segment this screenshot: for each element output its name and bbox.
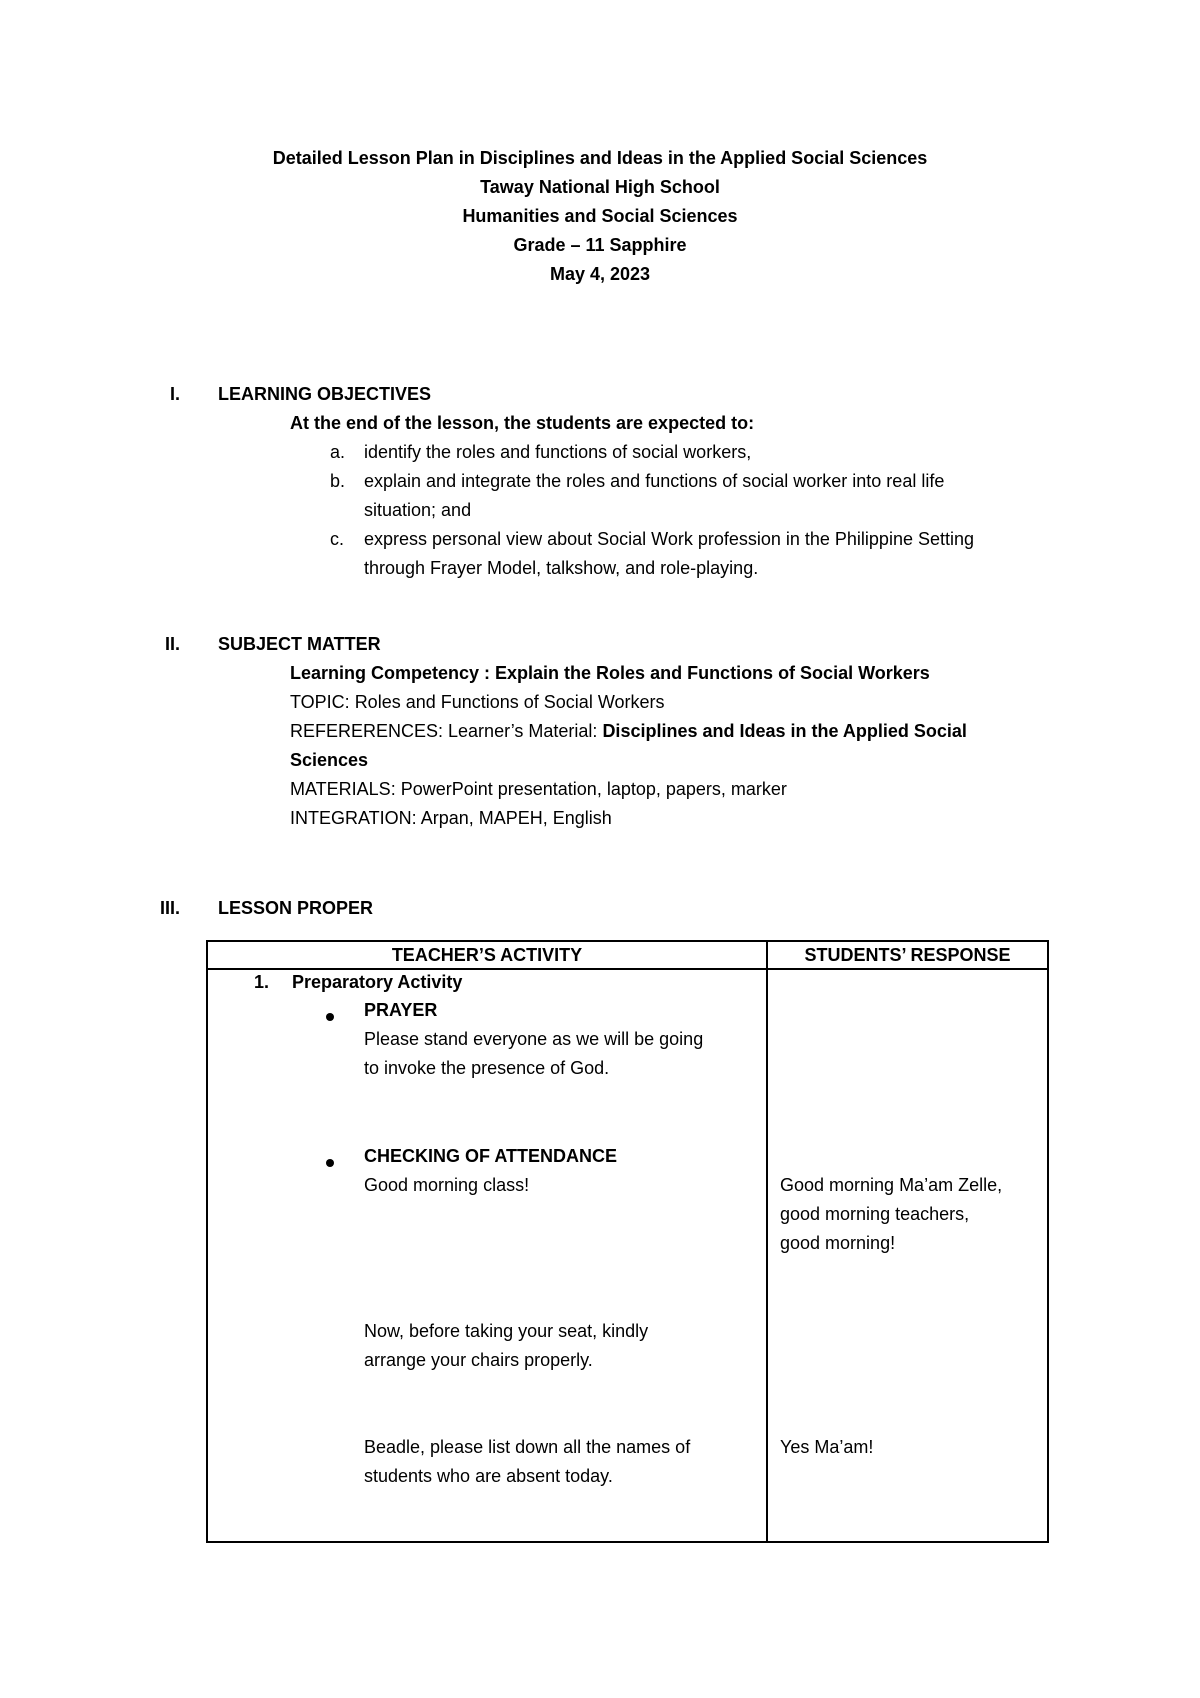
- objective-text: explain and integrate the roles and functions of social worker into real life: [364, 471, 945, 491]
- objective-text: identify the roles and functions of social workers,: [364, 442, 752, 462]
- school-name: Taway National High School: [480, 177, 720, 197]
- document-title: Detailed Lesson Plan in Disciplines and Ideas in the Applied Social Sciences: [272, 148, 928, 168]
- bullet-icon: [326, 1005, 334, 1026]
- objective-text-cont: situation; and: [364, 500, 472, 520]
- objectives-intro: At the end of the lesson, the students are expected to:: [290, 413, 755, 433]
- materials-line: [290, 779, 787, 800]
- integration-label: INTEGRATION:: [290, 808, 421, 828]
- references-value-cont: Sciences: [290, 750, 369, 770]
- topic-value: Roles and Functions of Social Workers: [354, 692, 665, 712]
- references-line: [290, 721, 967, 742]
- strand-name: Humanities and Social Sciences: [462, 206, 738, 226]
- section-numeral: III.: [160, 898, 181, 918]
- table-row: [207, 969, 1048, 1542]
- references-label: REFERERENCES: Learner’s Material:: [290, 721, 603, 741]
- topic-label: TOPIC:: [290, 692, 355, 712]
- section-heading: LESSON PROPER: [218, 898, 374, 918]
- beadle-instruction: Beadle, please list down all the names of: [364, 1437, 691, 1457]
- section-heading: LEARNING OBJECTIVES: [218, 384, 432, 404]
- attendance-greeting: Good morning class!: [364, 1175, 530, 1195]
- materials-value: PowerPoint presentation, laptop, papers, marker: [400, 779, 787, 799]
- students-response-header: STUDENTS’ RESPONSE: [767, 941, 1048, 969]
- activity-number: 1.: [254, 972, 270, 992]
- objective-letter: c.: [330, 529, 345, 549]
- students-response-cell: [767, 969, 1048, 1542]
- lesson-table: [206, 940, 1049, 1543]
- integration-value: Arpan, MAPEH, English: [420, 808, 612, 828]
- competency-line: [290, 663, 930, 684]
- beadle-instruction-cont: students who are absent today.: [364, 1466, 613, 1486]
- student-greeting-cont: good morning teachers,: [780, 1204, 970, 1224]
- student-greeting: Good morning Ma’am Zelle,: [780, 1175, 1003, 1195]
- bullet-icon: [326, 1151, 334, 1172]
- references-value: Disciplines and Ideas in the Applied Social: [602, 721, 967, 741]
- prayer-text: Please stand everyone as we will be going: [364, 1029, 704, 1049]
- section-numeral: I.: [170, 384, 181, 404]
- activity-title: Preparatory Activity: [292, 972, 463, 992]
- competency-label: Learning Competency :: [290, 663, 496, 683]
- teacher-activity-header: TEACHER’S ACTIVITY: [207, 941, 767, 969]
- topic-line: [290, 692, 665, 713]
- section-numeral: II.: [165, 634, 181, 654]
- objective-letter: a.: [330, 442, 346, 462]
- lesson-date: May 4, 2023: [549, 264, 651, 284]
- competency-value: Explain the Roles and Functions of Social Workers: [495, 663, 930, 683]
- grade-section: Grade – 11 Sapphire: [513, 235, 687, 255]
- section-heading: SUBJECT MATTER: [218, 634, 381, 654]
- integration-line: [290, 808, 612, 829]
- teacher-activity-cell: [207, 969, 767, 1542]
- objective-text: express personal view about Social Work profession in the Philippine Setting: [364, 529, 975, 549]
- prayer-title: PRAYER: [364, 1000, 438, 1020]
- prayer-text-cont: to invoke the presence of God.: [364, 1058, 610, 1078]
- objective-text-cont: through Frayer Model, talkshow, and role-playing.: [364, 558, 759, 578]
- seat-instruction: Now, before taking your seat, kindly: [364, 1321, 649, 1341]
- student-greeting-cont: good morning!: [780, 1233, 896, 1253]
- table-header-row: [207, 941, 1048, 969]
- attendance-title: CHECKING OF ATTENDANCE: [364, 1146, 617, 1166]
- objective-letter: b.: [330, 471, 346, 491]
- materials-label: MATERIALS:: [290, 779, 401, 799]
- student-reply: Yes Ma’am!: [780, 1437, 874, 1457]
- seat-instruction-cont: arrange your chairs properly.: [364, 1350, 593, 1370]
